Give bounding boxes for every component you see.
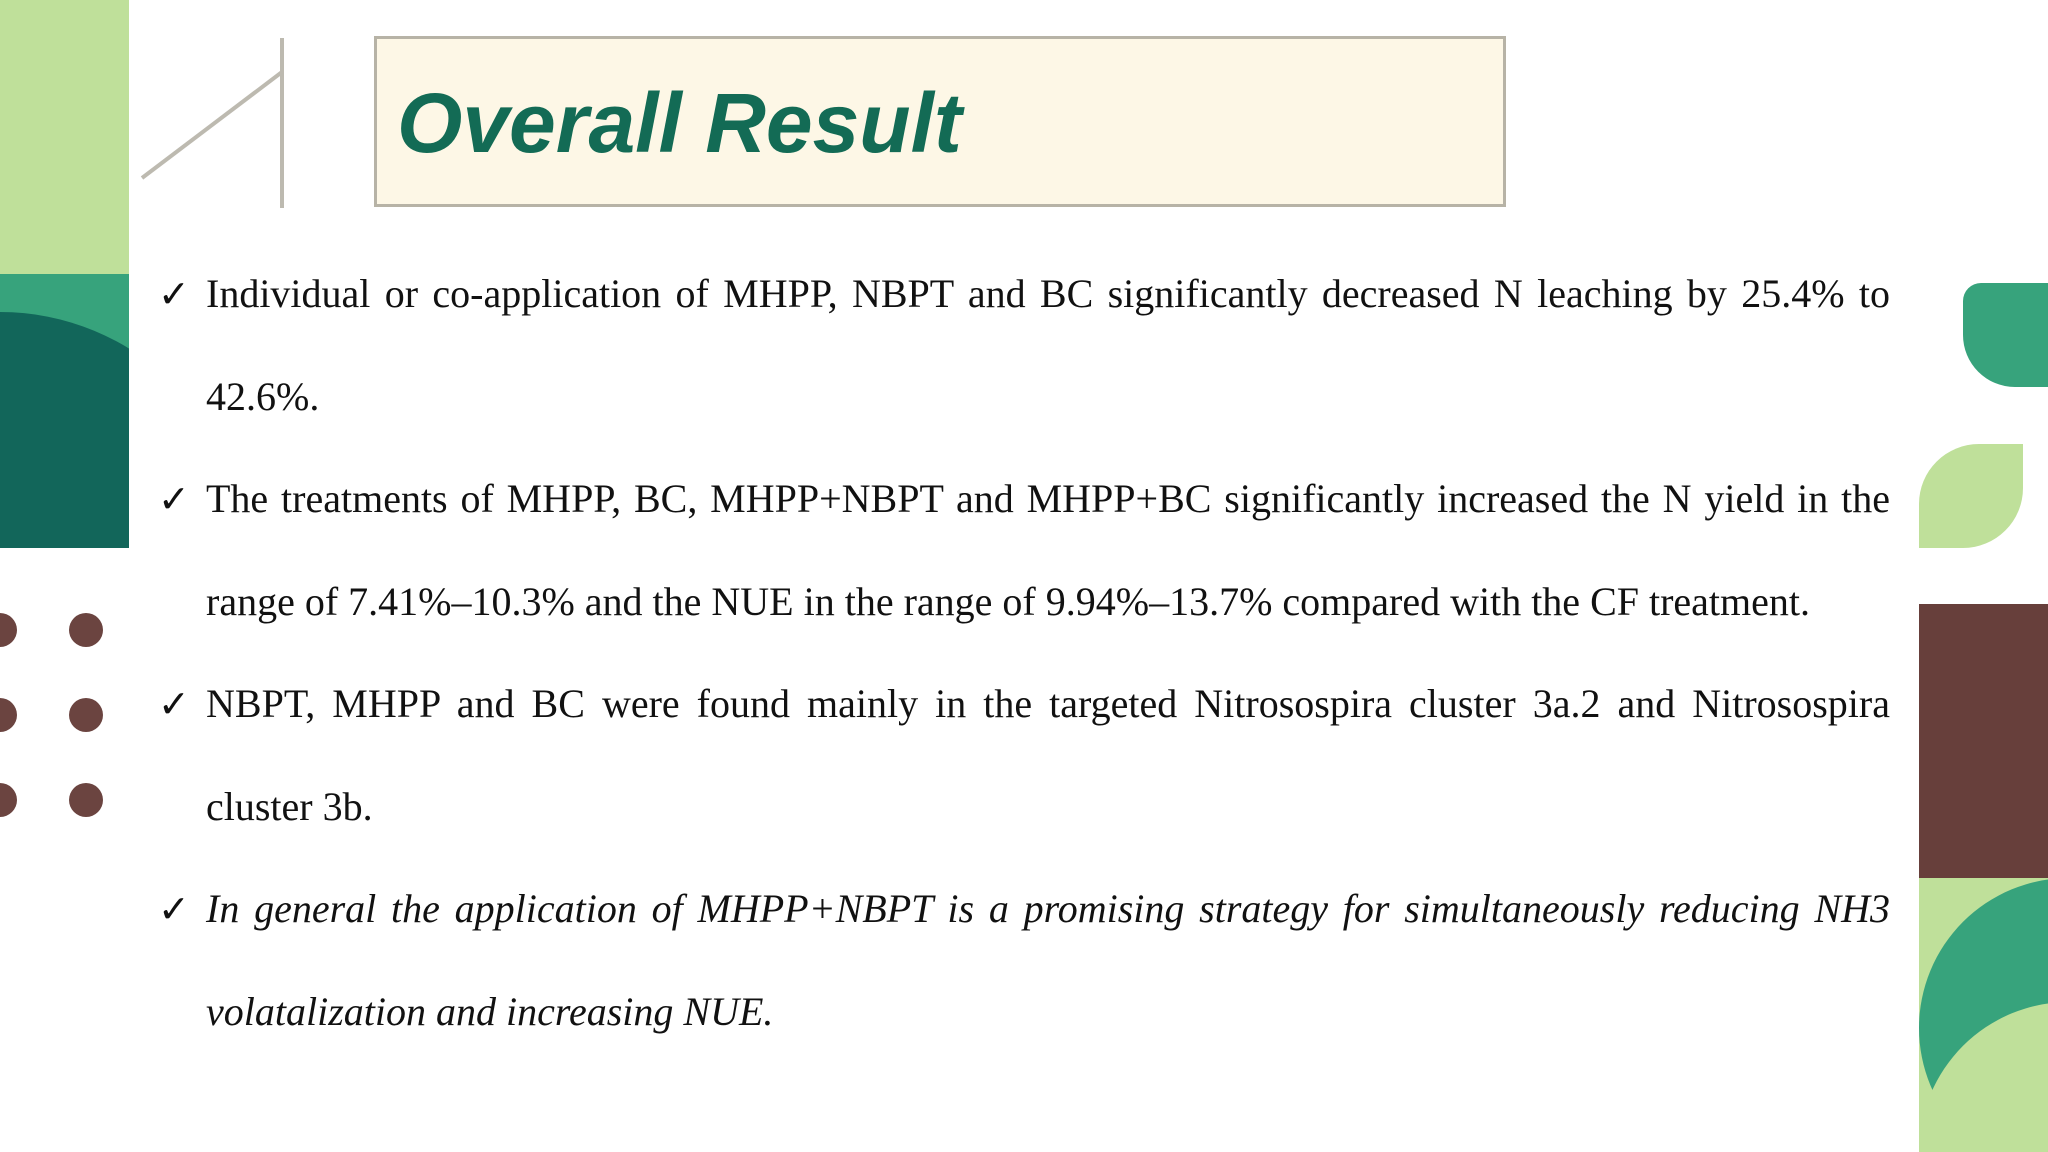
- right-bottom-panel: [1919, 878, 2048, 1152]
- checkmark-icon: ✓: [158, 477, 190, 521]
- checkmark-icon: ✓: [158, 272, 190, 316]
- decor-dot: [69, 613, 103, 647]
- slide-title: Overall Result: [397, 76, 962, 170]
- checkmark-icon: ✓: [158, 682, 190, 726]
- decor-dot: [0, 783, 17, 817]
- title-box: [374, 36, 1506, 207]
- decor-dot: [0, 698, 17, 732]
- left-top-green-panel: [0, 0, 129, 274]
- bullet-list: [158, 243, 1890, 1063]
- decor-dot: [69, 783, 103, 817]
- left-dark-arc: [0, 312, 129, 548]
- left-teal-panel: [0, 274, 129, 548]
- bullet-item: [158, 653, 1890, 858]
- right-teal-leaf: [1963, 283, 2048, 387]
- bullet-text: Individual or co-application of MHPP, NBPT and BC significantly decreased N leaching by 25.4% to 42.6%.: [206, 271, 1890, 419]
- line-ornament: [138, 36, 288, 211]
- decor-dot: [69, 698, 103, 732]
- bullet-item: [158, 858, 1890, 1063]
- bullet-text: The treatments of MHPP, BC, MHPP+NBPT and MHPP+BC significantly increased the N yield in the range of 7.41%–10.3% and the NUE in the range of 9.94%–13.7% compared with the CF treatment.: [206, 476, 1890, 624]
- bullet-item: [158, 243, 1890, 448]
- bullet-item: [158, 448, 1890, 653]
- checkmark-icon: ✓: [158, 887, 190, 931]
- right-brown-panel: [1919, 604, 2048, 878]
- right-green-leaf: [1919, 444, 2023, 548]
- decor-dot: [0, 613, 17, 647]
- bullet-text: NBPT, MHPP and BC were found mainly in the targeted Nitrosospira cluster 3a.2 and Nitrosospira cluster 3b.: [206, 681, 1890, 829]
- bullet-text: In general the application of MHPP+NBPT is a promising strategy for simultaneously reducing NH3 volatalization and increasing NUE.: [206, 886, 1890, 1034]
